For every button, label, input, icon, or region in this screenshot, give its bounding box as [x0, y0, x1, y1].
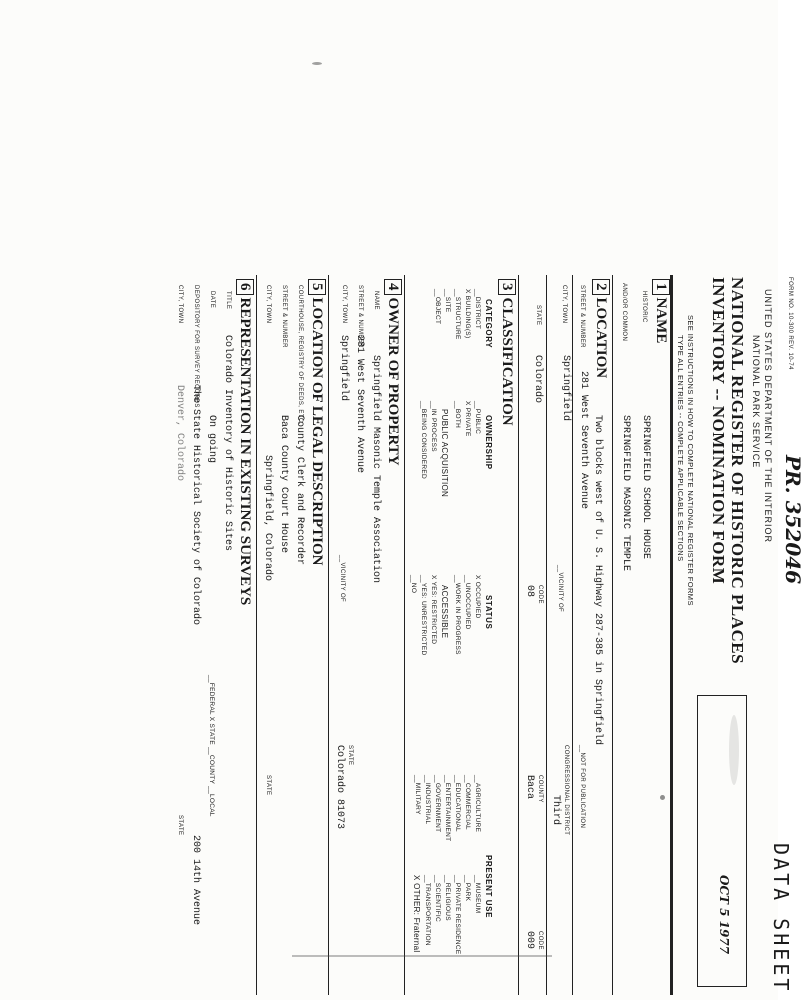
section-surveys-heading: 6REPRESENTATION IN EXISTING SURVEYS [236, 279, 253, 605]
scan-noise [292, 955, 552, 957]
congressional-district-value: Third [550, 795, 561, 826]
survey-date-value: On going [206, 415, 217, 464]
location-vicinity: __VICINITY OF [557, 565, 563, 613]
owner-street-label: STREET & NUMBER [357, 285, 363, 348]
category-option: __SITE [444, 289, 451, 313]
form-number: FORM NO. 10-300 REV. 10-74 [787, 277, 793, 370]
department-line2: NATIONAL PARK SERVICE [751, 335, 761, 469]
category-option: X BUILDING(S) [464, 289, 471, 339]
owner-street-value: 281 West Seventh Avenue [354, 335, 365, 474]
historic-label: HISTORIC [641, 291, 647, 323]
location-state-label: STATE [535, 305, 541, 326]
owner-city-value: Springfield [338, 335, 349, 402]
depository-label: DEPOSITORY FOR SURVEY RECORDS [193, 285, 199, 408]
section-rule [256, 275, 257, 995]
survey-levels: __FEDERAL X STATE __COUNTY __LOCAL [208, 675, 215, 817]
owner-vicinity: __VICINITY OF [339, 555, 345, 603]
legal-street-value: Baca County Court House [278, 415, 289, 554]
nomination-form [174, 275, 805, 995]
section-rule [546, 275, 547, 995]
stamp-smudge [729, 715, 739, 785]
section-owner-heading: 4OWNER OF PROPERTY [384, 279, 401, 466]
location-code-label: CODE [537, 585, 543, 604]
depository-value: The State Historical Society of Colorado [190, 385, 201, 626]
present-use-option: __PRIVATE RESIDENCE [454, 875, 461, 955]
location-city-label: CITY, TOWN [561, 285, 567, 324]
legal-city-label: CITY, TOWN [265, 285, 271, 324]
ownership-option: __IN PROCESS [430, 401, 437, 452]
status-option: ACCESSIBLE [440, 585, 449, 639]
status-option: __UNOCCUPIED [464, 575, 471, 630]
congressional-district-label: CONGRESSIONAL DISTRICT [563, 745, 569, 836]
survey-title-value: Colorado Inventory of Historic Sites [222, 335, 233, 552]
legal-street-label: STREET & NUMBER [281, 285, 287, 348]
location-state-value: Colorado [532, 355, 543, 404]
scan-noise [660, 795, 665, 800]
courthouse-label: COURTHOUSE, REGISTRY OF DEEDS, ETC. [297, 285, 303, 425]
present-use-option: __PARK [464, 875, 471, 902]
depository-address: 200 14th Avenue [190, 835, 201, 926]
location-street-value2: 281 West Seventh Avenue [578, 371, 589, 510]
status-option: X YES: RESTRICTED [430, 575, 437, 645]
present-use-option: __TRANSPORTATION [424, 875, 431, 946]
survey-date-label: DATE [209, 291, 215, 309]
present-use-option: __EDUCATIONAL [454, 775, 461, 832]
section-location-heading: 2LOCATION [592, 279, 609, 378]
section-rule [404, 275, 405, 995]
ownership-header: OWNERSHIP [484, 415, 493, 470]
status-option: X OCCUPIED [474, 575, 481, 619]
present-use-option: __SCIENTIFIC [434, 875, 441, 922]
form-title-line2: INVENTORY -- NOMINATION FORM [709, 277, 728, 585]
survey-state-label: STATE [177, 815, 183, 836]
owner-city-label: CITY, TOWN [341, 285, 347, 324]
survey-city-label: CITY, TOWN [177, 285, 183, 324]
common-label: AND/OR COMMON [621, 283, 627, 342]
category-header: CATEGORY [484, 299, 493, 349]
scan-noise [312, 62, 322, 65]
present-use-option: __ENTERTAINMENT [444, 775, 451, 842]
ownership-option: __BOTH [454, 401, 461, 429]
category-option: __DISTRICT [474, 289, 481, 330]
received-date: OCT 5 1977 [717, 875, 731, 955]
section-rule [328, 275, 329, 995]
courthouse-value: County Clerk and Recorder [294, 415, 305, 566]
status-option: __NO [410, 575, 417, 594]
present-use-option: __COMMERCIAL [464, 775, 471, 830]
status-option: __YES: UNRESTRICTED [420, 575, 427, 656]
location-street-label: STREET & NUMBER [579, 285, 585, 348]
section-legal-heading: 5LOCATION OF LEGAL DESCRIPTION [308, 279, 325, 565]
location-code-value: 08 [524, 585, 535, 598]
legal-state-label: STATE [265, 775, 271, 796]
present-use-option: __MUSEUM [474, 875, 481, 914]
owner-state-value: Colorado 81073 [334, 745, 345, 830]
owner-name-value: Springfield Masonic Temple Association [370, 355, 381, 584]
historic-value: SPRINGFIELD SCHOOL HOUSE [640, 415, 651, 560]
ownership-option: PUBLIC ACQUISITION [440, 409, 449, 498]
ownership-option: __BEING CONSIDERED [420, 401, 427, 480]
section-rule [518, 275, 519, 995]
present-use-option: __RELIGIOUS [444, 875, 451, 921]
survey-city-value: Denver, Colorado [174, 385, 185, 482]
instructions-line2: TYPE ALL ENTRIES -- COMPLETE APPLICABLE SECTIONS [676, 335, 685, 562]
present-use-header: PRESENT USE [484, 855, 493, 919]
not-for-publication: __NOT FOR PUBLICATION [579, 745, 585, 829]
data-sheet-label: DATA SHEET [769, 843, 793, 994]
form-title-line1: NATIONAL REGISTER OF HISTORIC PLACES [728, 277, 747, 665]
section-classification-heading: 3CLASSIFICATION [498, 279, 515, 426]
county-code-value: 009 [524, 931, 535, 950]
present-use-option: __AGRICULTURE [474, 775, 481, 833]
owner-name-label: NAME [373, 291, 379, 310]
location-city-value: Springfield [560, 355, 571, 422]
common-value: SPRINGFIELD MASONIC TEMPLE [620, 415, 631, 572]
header-rule [670, 275, 673, 995]
department-line1: UNITED STATES DEPARTMENT OF THE INTERIOR [763, 289, 773, 544]
owner-state-label: STATE [347, 745, 353, 766]
county-code-label: CODE [537, 931, 543, 950]
present-use-option: X OTHER: Fraternal [412, 875, 421, 953]
status-header: STATUS [484, 595, 493, 630]
location-county-value: Baca [524, 775, 535, 800]
section-rule [612, 275, 613, 995]
location-street-value: Two blocks west of U. S. Highway 287-385 in Springfield [592, 415, 603, 746]
present-use-option: __MILITARY [414, 775, 421, 815]
present-use-option: __GOVERNMENT [434, 775, 441, 833]
section-name-heading: 1NAME [652, 279, 669, 343]
survey-title-label: TITLE [225, 291, 231, 310]
ownership-option: __PUBLIC [474, 401, 481, 435]
section-rule [572, 275, 573, 995]
ownership-option: X PRIVATE [464, 401, 471, 437]
category-option: __STRUCTURE [454, 289, 461, 340]
legal-city-value: Springfield, Colorado [262, 455, 273, 582]
handwritten-reference: PR. 352046 [781, 455, 805, 585]
location-county-label: COUNTY [537, 775, 543, 803]
category-option: __OBJECT [434, 289, 441, 325]
status-option: __WORK IN PROGRESS [454, 575, 461, 655]
instructions-line1: SEE INSTRUCTIONS IN HOW TO COMPLETE NATIONAL REGISTER FORMS [686, 315, 695, 606]
present-use-option: __INDUSTRIAL [424, 775, 431, 825]
